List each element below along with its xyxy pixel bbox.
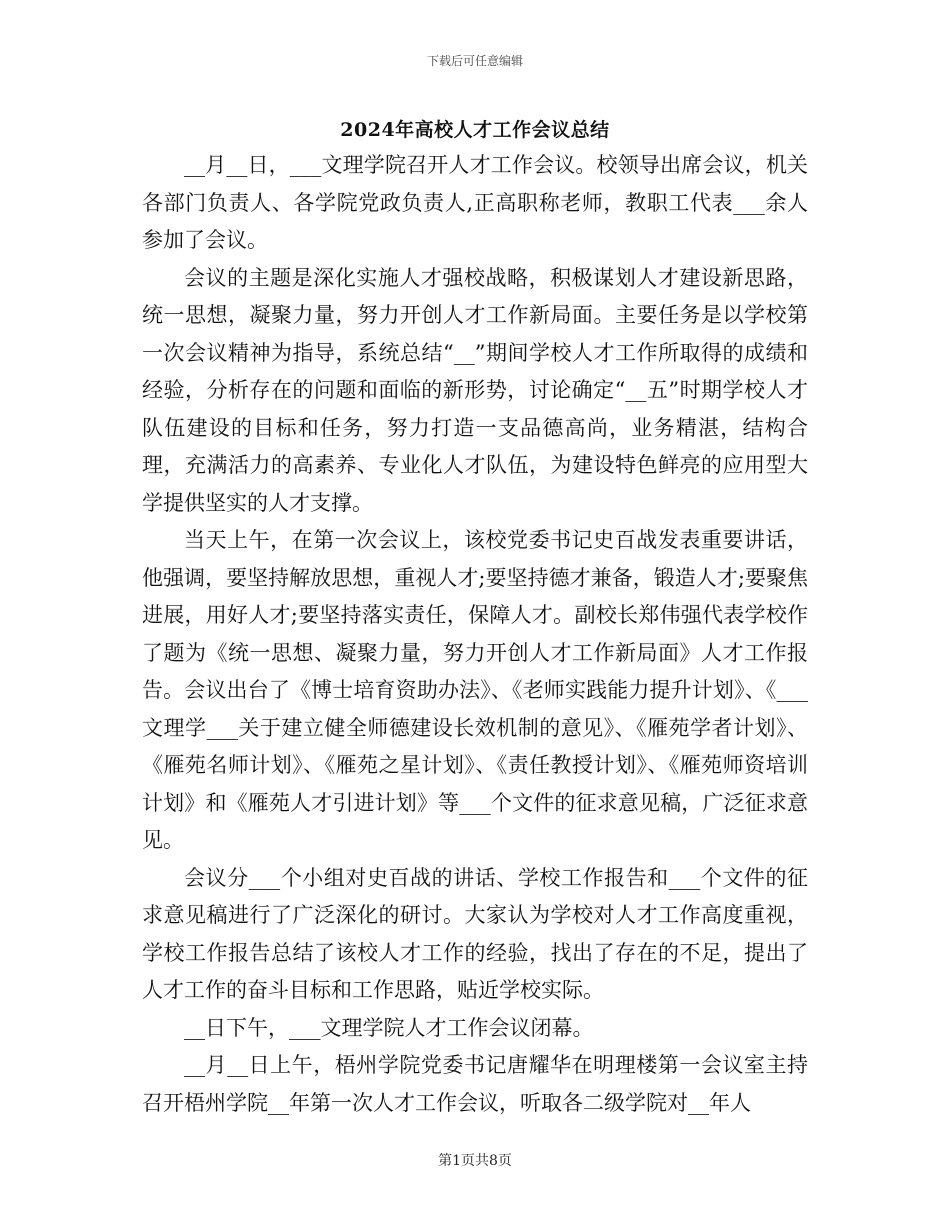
page-header-note: 下载后可任意编辑 [426,54,523,68]
page-number-footer: 第1页共8页 [438,1153,512,1169]
paragraph-3: 当天上午，在第一次会议上，该校党委书记史百战发表重要讲话，他强调，要坚持解放思想，重视人才;要坚持德才兼备，锻造人才;要聚焦进展，用好人才;要坚持落实责任，保障人才。副校长郑伟强代表学校作了题为《统一思想、凝聚力量，努力开创人才工作新局面》人才工作报告。会议出台了《博士培育资助办法》、《老师实践能力提升计划》、《___文理学___关于建立健全师德建设长效机制的意见》、《雁苑学者计划》、《雁苑名师计划》、《雁苑之星计划》、《责任教授计划》、《雁苑师资培训计划》和《雁苑人才引进计划》等___个文件的征求意见稿，广泛征求意见。 [142,528,808,852]
paragraph-5: __日下午，___文理学院人才工作会议闭幕。 [184,1015,594,1040]
document-title: 2024年高校人才工作会议总结 [340,119,610,141]
paragraph-6: __月__日上午，梧州学院党委书记唐耀华在明理楼第一会议室主持召开梧州学院__年第一次人才工作会议，听取各二级学院对__年人 [142,1053,808,1115]
paragraph-1: __月__日，___文理学院召开人才工作会议。校领导出席会议，机关各部门负责人、各学院党政负责人,正高职称老师，教职工代表___余人参加了会议。 [142,153,808,252]
document-body [142,147,808,1122]
paragraph-2: 会议的主题是深化实施人才强校战略，积极谋划人才建设新思路，统一思想，凝聚力量，努力开创人才工作新局面。主要任务是以学校第一次会议精神为指导，系统总结“__”期间学校人才工作所取得的成绩和经验，分析存在的问题和面临的新形势，讨论确定“__五”时期学校人才队伍建设的目标和任务，努力打造一支品德高尚，业务精湛，结构合理，充满活力的高素养、专业化人才队伍，为建设特色鲜亮的应用型大学提供坚实的人才支撑。 [142,265,808,515]
paragraph-4: 会议分___个小组对史百战的讲话、学校工作报告和___个文件的征求意见稿进行了广泛深化的研讨。大家认为学校对人才工作高度重视，学校工作报告总结了该校人才工作的经验，找出了存在的不足，提出了人才工作的奋斗目标和工作思路，贴近学校实际。 [142,865,808,1002]
